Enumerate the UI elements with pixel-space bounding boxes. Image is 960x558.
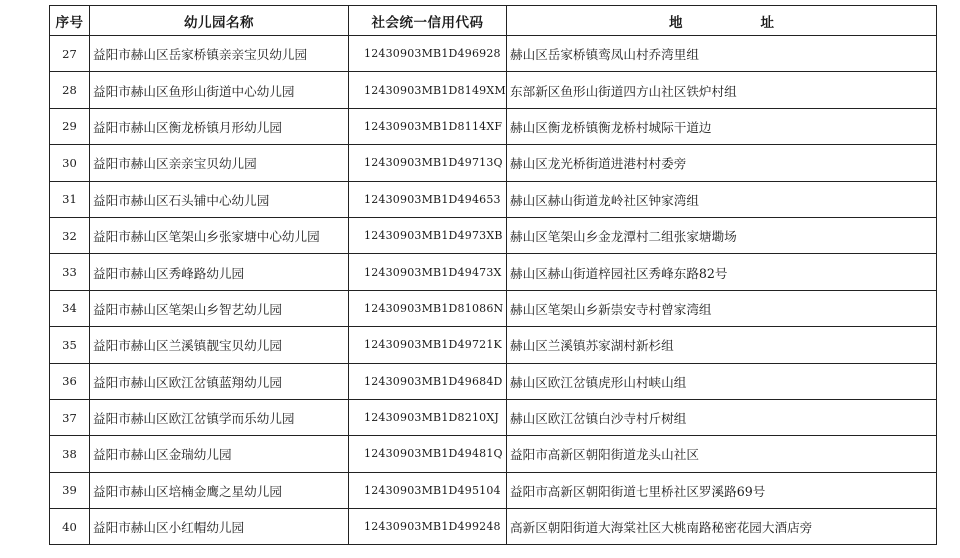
credit-code: 12430903MB1D8210XJ (349, 399, 507, 435)
address: 赫山区赫山街道梓园社区秀峰东路82号 (507, 254, 937, 290)
address: 益阳市高新区朝阳街道龙头山社区 (507, 436, 937, 472)
address: 赫山区龙光桥街道进港村村委旁 (507, 145, 937, 181)
address: 赫山区岳家桥镇鸾凤山村乔湾里组 (507, 36, 937, 72)
kindergarten-name: 益阳市赫山区兰溪镇靓宝贝幼儿园 (90, 327, 349, 363)
address: 高新区朝阳街道大海棠社区大桃南路秘密花园大酒店旁 (507, 509, 937, 545)
address: 赫山区兰溪镇苏家湖村新杉组 (507, 327, 937, 363)
credit-code: 12430903MB1D499248 (349, 509, 507, 545)
table-row (50, 254, 937, 290)
kindergarten-name: 益阳市赫山区秀峰路幼儿园 (90, 254, 349, 290)
table-row (50, 181, 937, 217)
address: 赫山区衡龙桥镇衡龙桥村城际干道边 (507, 108, 937, 144)
address: 赫山区笔架山乡新崇安寺村曾家湾组 (507, 290, 937, 326)
kindergarten-name: 益阳市赫山区小红帽幼儿园 (90, 509, 349, 545)
kindergarten-name: 益阳市赫山区笔架山乡智艺幼儿园 (90, 290, 349, 326)
credit-code: 12430903MB1D49684D (349, 363, 507, 399)
row-number: 30 (50, 145, 90, 181)
row-number: 37 (50, 399, 90, 435)
credit-code: 12430903MB1D8114XF (349, 108, 507, 144)
row-number: 27 (50, 36, 90, 72)
kindergarten-name: 益阳市赫山区石头铺中心幼儿园 (90, 181, 349, 217)
kindergarten-name: 益阳市赫山区培楠金鹰之星幼儿园 (90, 472, 349, 508)
table-row (50, 290, 937, 326)
table-row (50, 108, 937, 144)
row-number: 39 (50, 472, 90, 508)
address: 赫山区欧江岔镇虎形山村峡山组 (507, 363, 937, 399)
credit-code: 12430903MB1D4973XB (349, 217, 507, 253)
credit-code: 12430903MB1D49721K (349, 327, 507, 363)
table-header-row (50, 6, 937, 36)
row-number: 38 (50, 436, 90, 472)
table-row (50, 363, 937, 399)
credit-code: 12430903MB1D494653 (349, 181, 507, 217)
header-address-part2: 址 (760, 14, 774, 31)
table-row (50, 36, 937, 72)
row-number: 33 (50, 254, 90, 290)
kindergarten-name: 益阳市赫山区欧江岔镇学而乐幼儿园 (90, 399, 349, 435)
kindergarten-name: 益阳市赫山区笔架山乡张家塘中心幼儿园 (90, 217, 349, 253)
kindergarten-name: 益阳市赫山区欧江岔镇蓝翔幼儿园 (90, 363, 349, 399)
kindergarten-name: 益阳市赫山区亲亲宝贝幼儿园 (90, 145, 349, 181)
address: 赫山区欧江岔镇白沙寺村斤树组 (507, 399, 937, 435)
row-number: 40 (50, 509, 90, 545)
address: 益阳市高新区朝阳街道七里桥社区罗溪路69号 (507, 472, 937, 508)
credit-code: 12430903MB1D496928 (349, 36, 507, 72)
table-row (50, 399, 937, 435)
credit-code: 12430903MB1D49713Q (349, 145, 507, 181)
credit-code: 12430903MB1D49481Q (349, 436, 507, 472)
kindergarten-name: 益阳市赫山区鱼形山街道中心幼儿园 (90, 72, 349, 108)
row-number: 28 (50, 72, 90, 108)
row-number: 36 (50, 363, 90, 399)
table-row (50, 327, 937, 363)
credit-code: 12430903MB1D49473X (349, 254, 507, 290)
kindergarten-name: 益阳市赫山区金瑞幼儿园 (90, 436, 349, 472)
row-number: 29 (50, 108, 90, 144)
row-number: 35 (50, 327, 90, 363)
table-row (50, 217, 937, 253)
credit-code: 12430903MB1D495104 (349, 472, 507, 508)
table-row (50, 436, 937, 472)
kindergarten-table (49, 5, 937, 545)
row-number: 34 (50, 290, 90, 326)
credit-code: 12430903MB1D81086N (349, 290, 507, 326)
header-address-part1: 地 (669, 14, 683, 31)
header-address (507, 6, 937, 36)
table-row (50, 509, 937, 545)
header-code: 社会统一信用代码 (349, 6, 507, 36)
header-name: 幼儿园名称 (90, 6, 349, 36)
address: 赫山区赫山街道龙岭社区钟家湾组 (507, 181, 937, 217)
table-row (50, 472, 937, 508)
header-no: 序号 (50, 6, 90, 36)
address: 赫山区笔架山乡金龙潭村二组张家塘墈场 (507, 217, 937, 253)
row-number: 31 (50, 181, 90, 217)
table-row (50, 72, 937, 108)
kindergarten-name: 益阳市赫山区衡龙桥镇月形幼儿园 (90, 108, 349, 144)
table-row (50, 145, 937, 181)
kindergarten-table-sheet (49, 5, 936, 545)
credit-code: 12430903MB1D8149XM (349, 72, 507, 108)
address: 东部新区鱼形山街道四方山社区铁炉村组 (507, 72, 937, 108)
kindergarten-name: 益阳市赫山区岳家桥镇亲亲宝贝幼儿园 (90, 36, 349, 72)
row-number: 32 (50, 217, 90, 253)
